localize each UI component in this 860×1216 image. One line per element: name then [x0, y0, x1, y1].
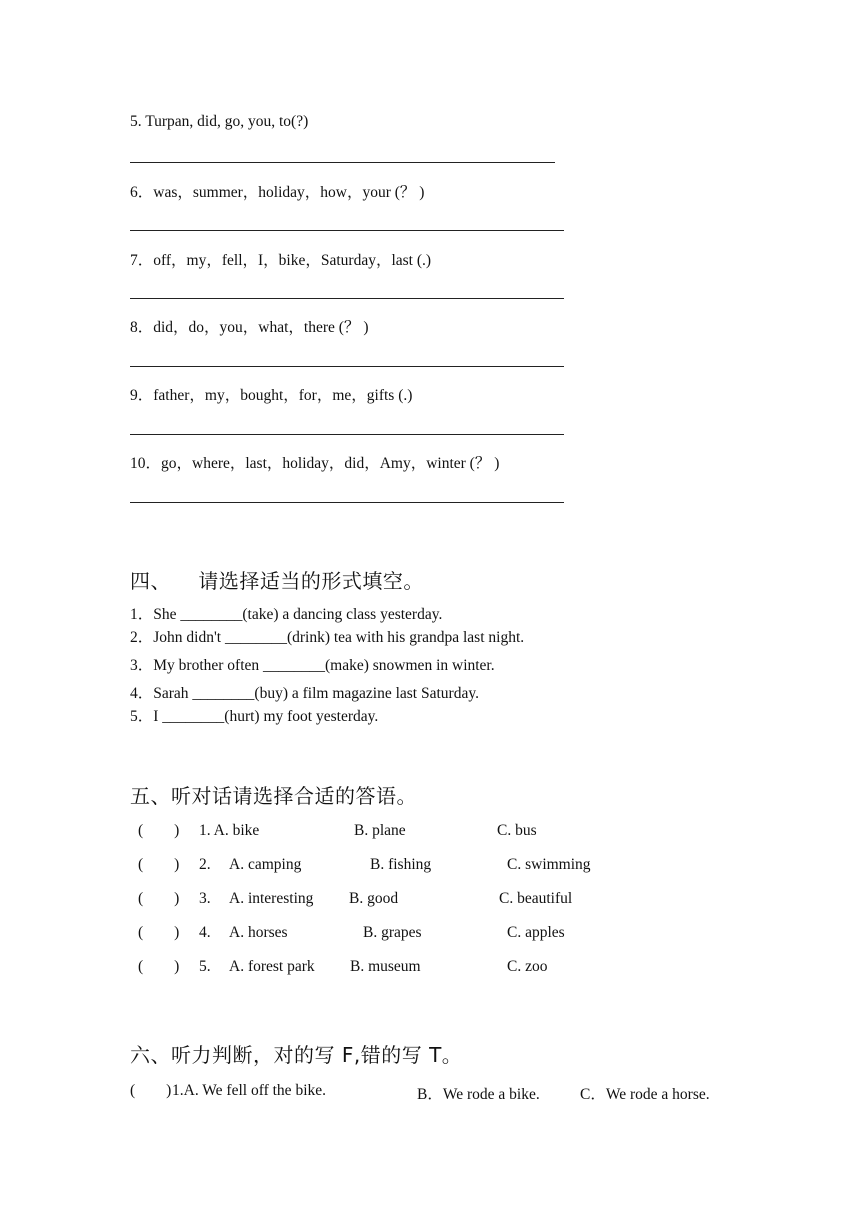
answer-line-8[interactable]: [130, 366, 564, 367]
fill-item-1: 1．She ________(take) a dancing class yesterday.: [130, 606, 443, 623]
choice-number: 3.: [199, 890, 211, 907]
choice-a: A. camping: [229, 856, 302, 873]
answer-paren[interactable]: ( ): [138, 890, 180, 907]
choice-a: A. interesting: [229, 890, 314, 907]
choice-c: C. apples: [507, 924, 565, 941]
choice-c: C. bus: [497, 822, 537, 839]
choice-c: C. zoo: [507, 958, 548, 975]
choice-c: C. swimming: [507, 856, 591, 873]
answer-paren[interactable]: ( ): [138, 924, 180, 941]
question-6-prompt: 6．was，summer，holiday，how，your (？ ): [130, 184, 425, 201]
section-4-title: 四、 请选择适当的形式填空。: [130, 569, 424, 593]
fill-item-2: 2．John didn't ________(drink) tea with his grandpa last night.: [130, 629, 525, 646]
question-7-prompt: 7．off，my，fell，I，bike，Saturday，last (.): [130, 252, 432, 269]
choice-number: 1. A. bike: [199, 822, 260, 839]
answer-line-9[interactable]: [130, 434, 564, 435]
fill-item-5: 5．I ________(hurt) my foot yesterday.: [130, 708, 379, 725]
answer-paren[interactable]: ( ): [138, 856, 180, 873]
answer-paren[interactable]: ( ): [130, 1082, 172, 1099]
answer-paren[interactable]: ( ): [138, 958, 180, 975]
judge-choice-a: 1.A. We fell off the bike.: [172, 1082, 327, 1099]
answer-line-6[interactable]: [130, 230, 564, 231]
judge-choice-b: B．We rode a bike.: [417, 1086, 540, 1103]
choice-number: 4.: [199, 924, 211, 941]
choice-number: 2.: [199, 856, 211, 873]
question-9-prompt: 9．father，my，bought，for，me，gifts (.): [130, 387, 413, 404]
choice-b: B. plane: [354, 822, 406, 839]
choice-c: C. beautiful: [499, 890, 573, 907]
judge-choice-c: C．We rode a horse.: [580, 1086, 710, 1103]
section-6-title: 六、听力判断，对的写 F,错的写 T。: [130, 1043, 463, 1067]
choice-b: B. good: [349, 890, 399, 907]
choice-a: A. forest park: [229, 958, 315, 975]
question-10-prompt: 10．go，where，last，holiday，did，Amy，winter (？ ): [130, 455, 500, 472]
section-5-title: 五、听对话请选择合适的答语。: [130, 784, 417, 808]
choice-a: A. horses: [229, 924, 288, 941]
choice-b: B. museum: [350, 958, 421, 975]
fill-item-3: 3．My brother often ________(make) snowmen in winter.: [130, 657, 495, 674]
choice-b: B. fishing: [370, 856, 432, 873]
fill-item-4: 4．Sarah ________(buy) a film magazine last Saturday.: [130, 685, 479, 702]
answer-line-5[interactable]: [130, 162, 555, 163]
answer-paren[interactable]: ( ): [138, 822, 180, 839]
question-8-prompt: 8．did，do，you，what，there (？ ): [130, 319, 369, 336]
answer-line-7[interactable]: [130, 298, 564, 299]
question-5-prompt: 5. Turpan, did, go, you, to(?): [130, 113, 309, 130]
choice-b: B. grapes: [363, 924, 422, 941]
choice-number: 5.: [199, 958, 211, 975]
answer-line-10[interactable]: [130, 502, 564, 503]
